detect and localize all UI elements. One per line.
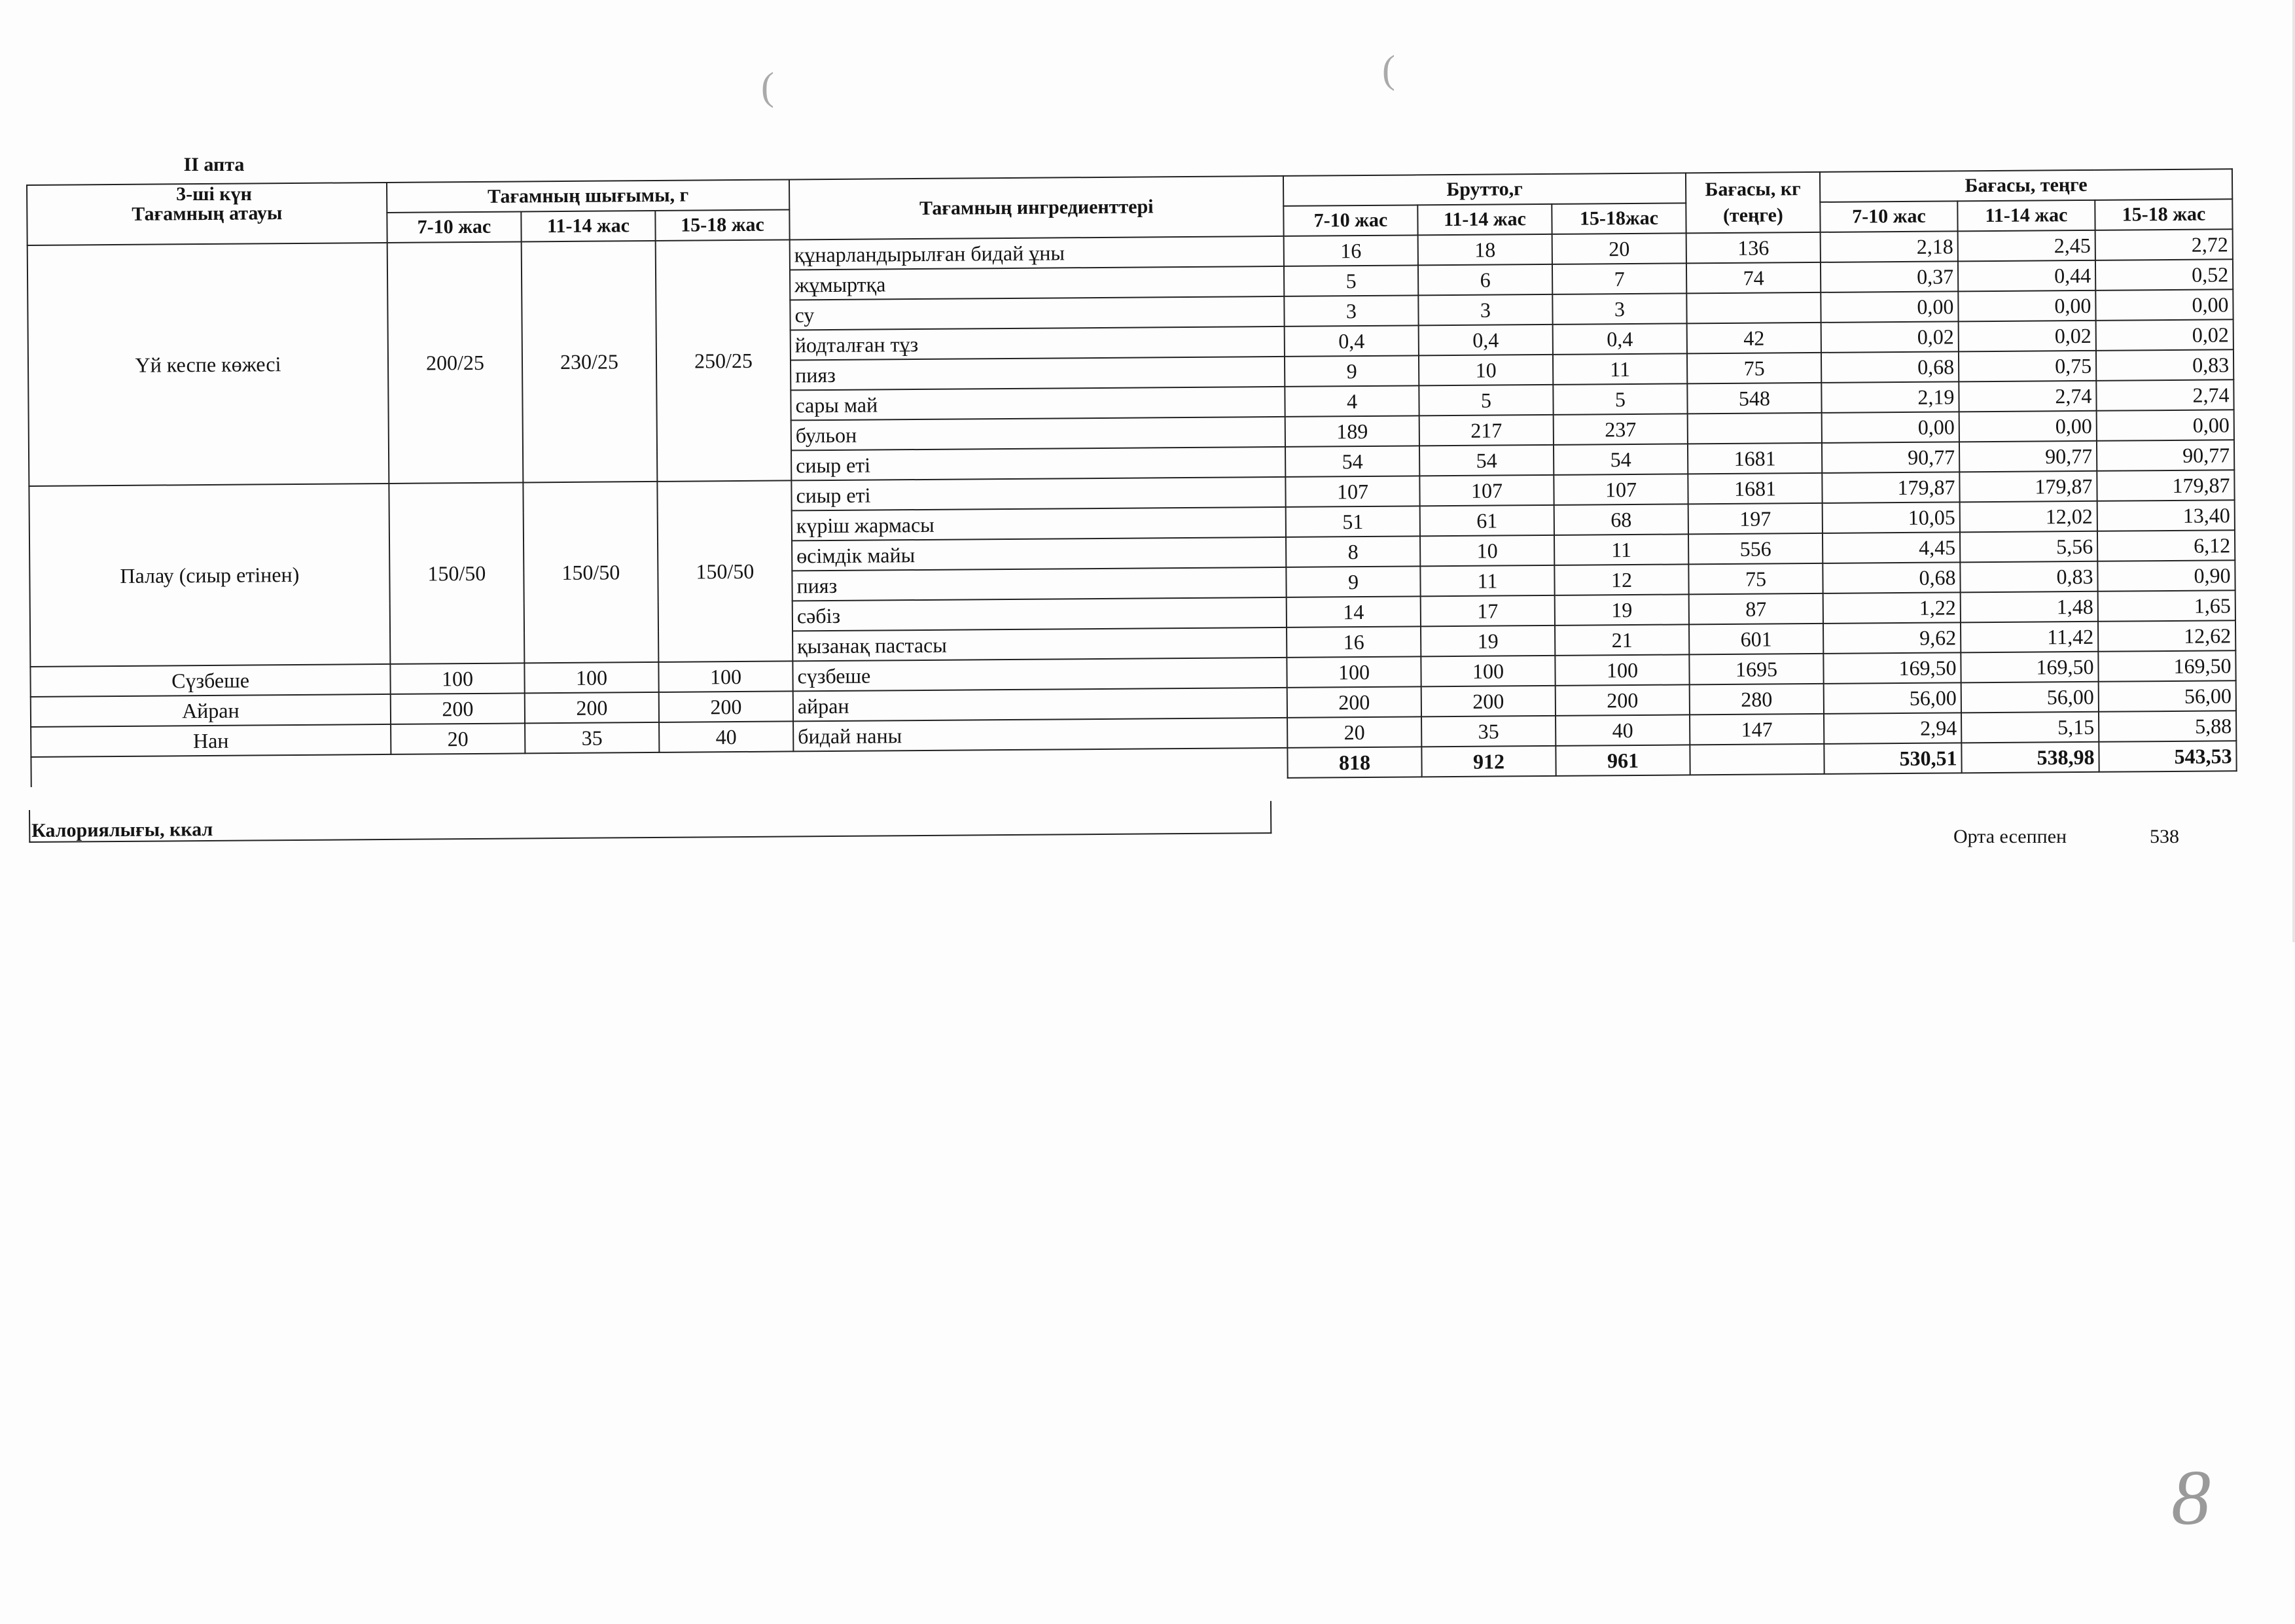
ingredient-value: 2,74 [2096, 380, 2233, 411]
ingredient-value: 3 [1552, 293, 1686, 325]
ingredient-value: 4 [1285, 385, 1419, 417]
ingredient-value: 107 [1554, 474, 1688, 505]
ingredient-value: 0,00 [1822, 412, 1959, 443]
ingredient-value: 90,77 [2097, 440, 2234, 471]
ingredient-value: 87 [1689, 593, 1823, 625]
ingredient-value: 12,62 [2098, 620, 2235, 652]
week-heading: II апта [183, 154, 245, 175]
ingredient-value: 0,4 [1553, 323, 1687, 355]
ingredient-value: 0,00 [1821, 291, 1958, 323]
dish-yield: 150/50 [523, 482, 658, 663]
col-price-kg: Бағасы, кг (теңге) [1686, 172, 1821, 234]
dish-yield: 200 [525, 692, 659, 724]
ingredient-value: 136 [1686, 232, 1821, 264]
ingredient-value: 0,00 [1959, 411, 2097, 442]
col-ingredients: Тағамның ингредиенттері [789, 176, 1284, 240]
ingredient-value: 107 [1285, 476, 1419, 507]
ingredient-value: 0,02 [1959, 321, 2096, 352]
yield-age-15-18: 15-18 жас [655, 209, 789, 241]
ingredient-name: өсімдік майы [792, 537, 1286, 571]
ingredient-value: 6,12 [2097, 530, 2235, 561]
price-age-15-18: 15-18 жас [2095, 199, 2232, 230]
dish-name: Палау (сиыр етінен) [29, 484, 390, 667]
ingredient-value: 9,62 [1823, 622, 1961, 654]
ingredient-value: 0,90 [2097, 560, 2235, 591]
total-value: 912 [1421, 746, 1556, 777]
ingredient-name: жұмыртқа [790, 266, 1284, 300]
dish-yield: 250/25 [656, 239, 792, 481]
ingredient-value: 5 [1284, 265, 1418, 296]
dish-yield: 20 [391, 723, 525, 754]
ingredient-value: 3 [1418, 294, 1552, 326]
ingredient-value: 1695 [1689, 654, 1823, 685]
ingredient-value: 0,52 [2095, 259, 2233, 291]
hole-punch-mark: ( [761, 65, 774, 108]
ingredient-value: 42 [1687, 323, 1821, 354]
ingredient-value: 0,4 [1285, 325, 1419, 357]
ingredient-value: 90,77 [1822, 442, 1959, 473]
ingredient-value: 0,02 [1821, 321, 1959, 353]
page-edge [2292, 0, 2295, 942]
dish-yield: 100 [658, 661, 792, 692]
ingredient-name: күріш жармасы [792, 507, 1286, 541]
calories-label: Калориялығы, ккал [31, 818, 213, 841]
ingredient-value: 5 [1419, 385, 1553, 416]
ingredient-value: 0,68 [1821, 351, 1959, 383]
ingredient-value: 200 [1421, 686, 1556, 717]
ingredient-value: 10,05 [1823, 502, 1960, 533]
ingredient-value: 107 [1419, 475, 1554, 506]
ingredient-value: 0,00 [2095, 289, 2233, 321]
ingredient-value: 19 [1421, 626, 1555, 657]
ingredient-name: сиыр еті [791, 447, 1285, 481]
ingredient-name: йодталған тұз [791, 327, 1285, 361]
ingredient-name: сиыр еті [791, 477, 1285, 511]
ingredient-value: 169,50 [1823, 652, 1961, 684]
ingredient-value: 6 [1418, 264, 1552, 296]
ingredient-value: 197 [1688, 503, 1823, 535]
ingredient-value: 56,00 [1824, 682, 1961, 714]
ingredient-value: 2,45 [1958, 230, 2095, 262]
ingredient-value: 0,44 [1958, 260, 2095, 292]
ingredient-value: 11 [1553, 353, 1687, 385]
menu-table [26, 168, 2237, 788]
ingredient-value: 56,00 [1961, 682, 2099, 713]
dish-yield: 100 [524, 662, 658, 694]
ingredient-value [1686, 292, 1821, 324]
hole-punch-mark: ( [1382, 48, 1395, 91]
ingredient-value: 601 [1689, 624, 1823, 655]
price-age-7-10: 7-10 жас [1820, 201, 1957, 232]
ingredient-value: 75 [1688, 563, 1823, 595]
ingredient-name: сары май [791, 387, 1285, 421]
ingredient-value: 5,56 [1960, 531, 2097, 563]
ingredient-value: 200 [1287, 686, 1421, 718]
yield-age-11-14: 11-14 жас [521, 211, 655, 242]
total-value: 818 [1287, 747, 1421, 778]
ingredient-value: 280 [1690, 684, 1824, 715]
brutto-age-7-10: 7-10 жас [1283, 205, 1417, 236]
ingredient-value: 2,19 [1821, 381, 1959, 413]
ingredient-value: 16 [1284, 235, 1418, 266]
ingredient-value: 548 [1687, 383, 1821, 414]
ingredient-value: 8 [1286, 536, 1420, 567]
ingredient-value: 0,4 [1419, 325, 1553, 356]
ingredient-value: 5,15 [1961, 712, 2099, 743]
ingredient-value: 100 [1287, 656, 1421, 688]
ingredient-value: 0,68 [1823, 562, 1960, 593]
col-dish-name: Тағамның атауы [27, 183, 387, 245]
ingredient-value: 90,77 [1959, 441, 2097, 472]
ingredient-value: 20 [1552, 233, 1686, 264]
ingredient-value: 10 [1419, 355, 1553, 386]
ingredient-value: 0,37 [1821, 261, 1958, 292]
page-number: 8 [2171, 1454, 2211, 1541]
ingredient-value: 0,83 [1960, 561, 2097, 593]
ingredient-value: 200 [1556, 684, 1690, 716]
ingredient-value: 0,02 [2096, 319, 2233, 351]
dish-yield: 100 [390, 663, 524, 694]
ingredient-value: 11 [1554, 534, 1688, 565]
ingredient-value: 1681 [1688, 443, 1822, 474]
dish-yield: 150/50 [389, 482, 524, 663]
ingredient-value: 189 [1285, 415, 1419, 447]
dish-yield: 230/25 [522, 241, 658, 482]
ingredient-value: 100 [1555, 654, 1689, 686]
dish-yield: 200 [391, 693, 525, 724]
total-value [1690, 744, 1824, 775]
ingredient-value: 51 [1286, 506, 1420, 537]
ingredient-value: 0,00 [1958, 291, 2095, 322]
ingredient-value: 2,18 [1821, 231, 1958, 262]
ingredient-value: 2,94 [1824, 713, 1961, 744]
dish-name: Сүзбеше [30, 664, 390, 697]
ingredient-value: 5 [1553, 383, 1687, 415]
dish-name: Нан [31, 724, 391, 757]
ingredient-value: 14 [1287, 596, 1421, 627]
ingredient-value: 2,72 [2095, 229, 2233, 260]
ingredient-value: 0,83 [2096, 349, 2233, 381]
ingredient-value: 217 [1419, 415, 1554, 446]
total-value: 961 [1556, 745, 1690, 776]
col-price-tenge: Бағасы, теңге [1820, 169, 2232, 202]
ingredient-value: 74 [1686, 262, 1821, 294]
ingredient-value: 12 [1554, 564, 1688, 595]
ingredient-value: 54 [1285, 446, 1419, 477]
ingredient-value: 100 [1421, 656, 1555, 687]
ingredient-value: 3 [1284, 295, 1418, 327]
price-age-11-14: 11-14 жас [1957, 200, 2095, 232]
ingredient-value: 237 [1554, 414, 1688, 445]
ingredient-value: 556 [1688, 533, 1823, 565]
ingredient-value: 4,45 [1823, 532, 1960, 563]
ingredient-value: 10 [1420, 535, 1554, 567]
ingredient-value: 2,74 [1959, 381, 2096, 412]
ingredient-value: 0,75 [1959, 351, 2096, 382]
ingredient-name: құнарландырылған бидай ұны [790, 236, 1284, 270]
brutto-age-11-14: 11-14 жас [1417, 204, 1552, 236]
dish-yield: 200/25 [387, 241, 524, 483]
day-heading: 3-ші күн [176, 183, 252, 205]
ingredient-name: пияз [792, 567, 1286, 601]
ingredient-value: 54 [1554, 444, 1688, 475]
ingredient-value: 1,65 [2098, 590, 2235, 622]
ingredient-value: 16 [1287, 626, 1421, 658]
ingredient-name: айран [793, 688, 1287, 722]
ingredient-value [1688, 413, 1822, 444]
ingredient-value: 12,02 [1960, 501, 2097, 533]
ingredient-value: 179,87 [2097, 470, 2234, 501]
dish-yield: 200 [659, 691, 793, 722]
dish-name: Айран [31, 694, 391, 727]
ingredient-name: сәбіз [792, 597, 1287, 631]
dish-yield: 150/50 [657, 480, 792, 662]
ingredient-value: 169,50 [1961, 652, 2098, 683]
ingredient-value: 1681 [1688, 473, 1822, 504]
total-value: 530,51 [1824, 743, 1961, 774]
ingredient-name: бульон [791, 417, 1285, 451]
ingredient-value: 21 [1555, 624, 1689, 656]
ingredient-value: 147 [1690, 714, 1824, 745]
ingredient-value: 75 [1687, 353, 1821, 384]
ingredient-value: 35 [1421, 716, 1556, 747]
ingredient-value: 7 [1552, 263, 1686, 294]
ingredient-value: 179,87 [1822, 472, 1959, 503]
ingredient-value: 19 [1555, 594, 1689, 626]
menu-table-body [27, 229, 2237, 787]
yield-age-7-10: 7-10 жас [387, 211, 521, 243]
calories-row-border [29, 801, 1272, 843]
ingredient-value: 11 [1420, 565, 1554, 597]
total-value: 543,53 [2099, 741, 2236, 772]
ingredient-value: 17 [1421, 595, 1555, 627]
ingredient-name: су [790, 296, 1284, 330]
dish-yield: 35 [525, 722, 659, 754]
ingredient-value: 18 [1418, 234, 1552, 266]
ingredient-name: сүзбеше [792, 658, 1287, 692]
ingredient-value: 9 [1286, 566, 1420, 597]
ingredient-value: 169,50 [2098, 650, 2235, 682]
ingredient-value: 9 [1285, 355, 1419, 387]
ingredient-name: бидай наны [793, 718, 1287, 752]
average-value: 538 [2150, 826, 2179, 847]
col-yield: Тағамның шығымы, г [387, 179, 789, 213]
ingredient-value: 5,88 [2099, 711, 2236, 742]
ingredient-value: 61 [1420, 505, 1554, 537]
ingredient-value: 1,48 [1961, 591, 2098, 623]
ingredient-value: 179,87 [1959, 471, 2097, 503]
ingredient-value: 20 [1287, 716, 1421, 748]
dish-yield: 40 [659, 721, 793, 752]
ingredient-value: 68 [1554, 504, 1688, 535]
ingredient-value: 40 [1556, 715, 1690, 746]
col-brutto: Брутто,г [1283, 173, 1686, 206]
ingredient-value: 54 [1419, 445, 1554, 476]
ingredient-name: пияз [791, 357, 1285, 391]
ingredient-value: 56,00 [2099, 680, 2236, 712]
brutto-age-15-18: 15-18жас [1552, 203, 1686, 234]
ingredient-value: 0,00 [2097, 410, 2234, 441]
ingredient-value: 11,42 [1961, 622, 2098, 653]
ingredient-name: қызанақ пастасы [792, 627, 1287, 662]
average-label: Орта есеппен [1953, 826, 2067, 847]
dish-name: Үй кеспе көжесі [27, 243, 389, 486]
total-value: 538,98 [1961, 742, 2099, 773]
ingredient-value: 13,40 [2097, 500, 2235, 531]
ingredient-value: 1,22 [1823, 592, 1961, 624]
menu-sheet [26, 168, 2236, 788]
